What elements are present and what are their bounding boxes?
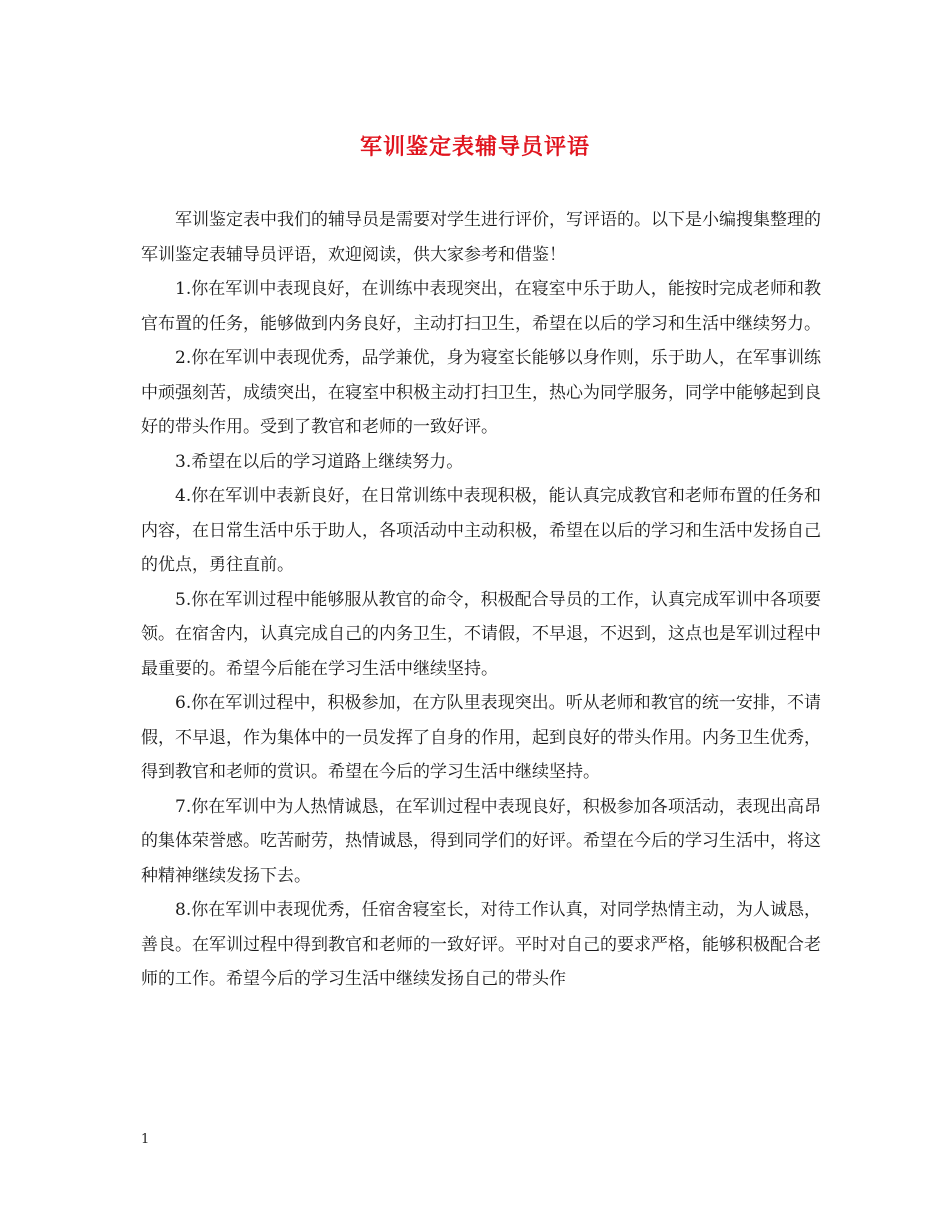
- comment-paragraph-4: 4.你在军训中表新良好，在日常训练中表现积极，能认真完成教官和老师布置的任务和内容，在日常生活中乐于助人，各项活动中主动积极，希望在以后的学习和生活中发扬自己的优点，勇往直前。: [141, 486, 821, 575]
- comment-paragraph-8: 8.你在军训中表现优秀，任宿舍寝室长，对待工作认真，对同学热情主动，为人诚恳，善良。在军训过程中得到教官和老师的一致好评。平时对自己的要求严格，能够积极配合老师的工作。希望今后的学习生活中继续发扬自己的带头作: [141, 900, 821, 989]
- comment-paragraph-2: 2.你在军训中表现优秀，品学兼优，身为寝室长能够以身作则，乐于助人，在军事训练中顽强刻苦，成绩突出，在寝室中积极主动打扫卫生，热心为同学服务，同学中能够起到良好的带头作用。受到了教官和老师的一致好评。: [141, 348, 821, 437]
- document-title: 军训鉴定表辅导员评语: [359, 135, 590, 160]
- comment-paragraph-6: 6.你在军训过程中，积极参加，在方队里表现突出。听从老师和教官的统一安排，不请假，不早退，作为集体中的一员发挥了自身的作用，起到良好的带头作用。内务卫生优秀，得到教官和老师的赏识。希望在今后的学习生活中继续坚持。: [141, 693, 821, 782]
- document-body: [141, 203, 821, 997]
- comment-paragraph-5: 5.你在军训过程中能够服从教官的命令，积极配合导员的工作，认真完成军训中各项要领。在宿舍内，认真完成自己的内务卫生，不请假，不早退，不迟到，这点也是军训过程中最重要的。希望今后能在学习生活中继续坚持。: [141, 589, 821, 679]
- page-number: 1: [141, 1132, 150, 1147]
- intro-paragraph: 军训鉴定表中我们的辅导员是需要对学生进行评价，写评语的。以下是小编搜集整理的军训鉴定表辅导员评语，欢迎阅读，供大家参考和借鉴！: [141, 210, 821, 265]
- comment-paragraph-7: 7.你在军训中为人热情诚恳，在军训过程中表现良好，积极参加各项活动，表现出高昂的集体荣誉感。吃苦耐劳，热情诚恳，得到同学们的好评。希望在今后的学习生活中，将这种精神继续发扬下去。: [141, 796, 821, 886]
- comment-paragraph-1: 1.你在军训中表现良好，在训练中表现突出，在寝室中乐于助人，能按时完成老师和教官布置的任务，能够做到内务良好，主动打扫卫生，希望在以后的学习和生活中继续努力。: [141, 279, 821, 334]
- comment-paragraph-3: 3.希望在以后的学习道路上继续努力。: [175, 451, 464, 472]
